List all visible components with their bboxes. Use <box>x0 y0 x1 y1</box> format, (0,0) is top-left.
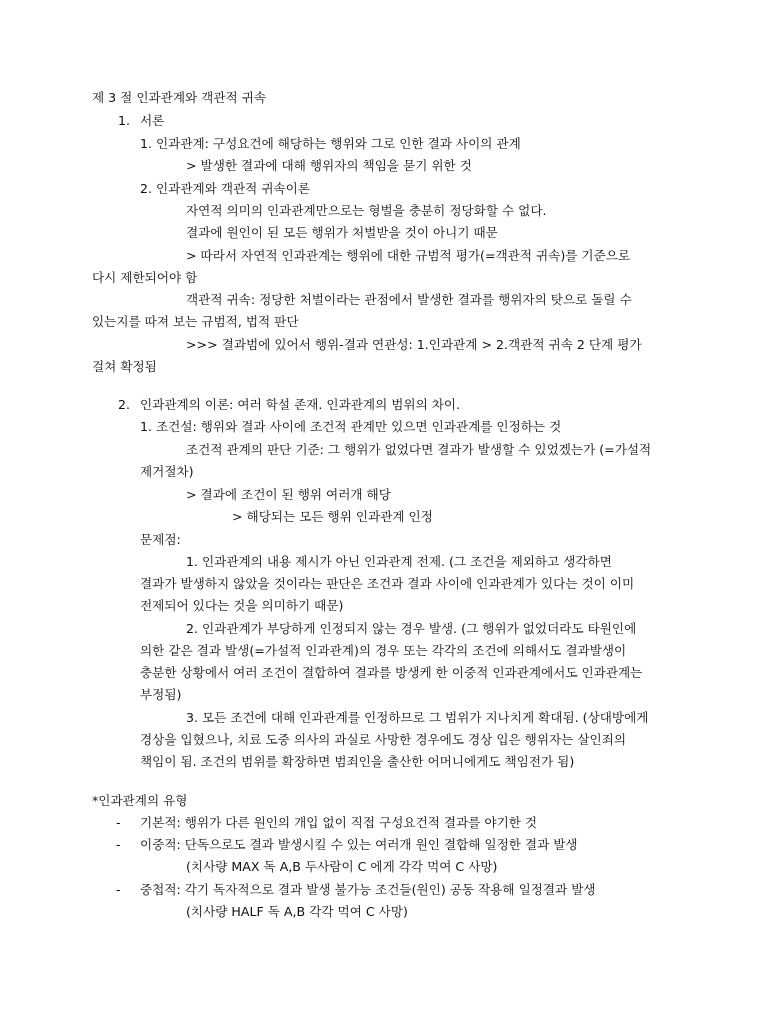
s2-condition-criterion-1: 조건적 관계의 판단 기준: 그 행위가 없었다면 결과가 발생할 수 있었겠는가 (=가설적 <box>186 442 652 457</box>
s1-item-2-line-c2: 다시 제한되어야 함 <box>92 270 198 285</box>
type-cumulative-example: (치사량 HALF 독 A,B 각각 먹여 C 사망) <box>186 904 408 919</box>
s1-item-2: 2. 인과관계와 객관적 귀속이론 <box>140 181 311 196</box>
bullet-dash: - <box>116 837 121 852</box>
problem-2-line-c: 충분한 상황에서 여러 조건이 결합하여 결과를 방생케 한 이중적 인과관계에서도 인과관계는 <box>140 665 643 680</box>
s1-item-2-line-c1: > 따라서 자연적 인과관계는 행위에 대한 규범적 평가(=객관적 귀속)를 기준으로 <box>186 248 631 263</box>
section-2-number: 2. <box>118 397 131 412</box>
s1-item-2-line-a: 자연적 의미의 인과관계만으로는 형벌을 충분히 정당화할 수 없다. <box>186 203 547 218</box>
type-double-example: (치사량 MAX 독 A,B 두사람이 C 에게 각각 먹여 C 사망) <box>186 859 498 874</box>
problem-3-line-c: 책임이 됨. 조건의 범위를 확장하면 범죄인을 출산한 어머니에게도 책임전가 됨) <box>140 754 575 769</box>
s1-item-1-note: > 발생한 결과에 대해 행위자의 책임을 묻기 위한 것 <box>186 158 472 173</box>
s2-condition-note-2: > 해당되는 모든 행위 인과관계 인정 <box>232 509 433 524</box>
bullet-dash: - <box>116 815 121 830</box>
s1-item-2-line-e2: 걸쳐 확정됨 <box>92 359 157 374</box>
section-title: 제 3 절 인과관계와 객관적 귀속 <box>92 90 267 105</box>
s1-item-2-line-e1: >>> 결과범에 있어서 행위-결과 연관성: 1.인과관계 > 2.객관적 귀속 2 단계 평가 <box>186 337 642 352</box>
problem-1-line-a: 1. 인과관계의 내용 제시가 아닌 인과관계 전제. (그 조건을 제외하고 생각하면 <box>186 554 612 569</box>
s1-item-2-line-d2: 있는지를 따져 보는 규범적, 법적 판단 <box>92 314 299 329</box>
problem-2-line-d: 부정됨) <box>140 687 182 702</box>
types-heading: *인과관계의 유형 <box>92 793 188 808</box>
type-basic <box>116 815 537 831</box>
s1-item-2-line-d1: 객관적 귀속: 정당한 처벌이라는 관점에서 발생한 결과를 행위자의 탓으로 돌릴 수 <box>186 292 632 307</box>
s1-item-2-line-b: 결과에 원인이 된 모든 행위가 처벌받을 것이 아니기 때문 <box>186 225 498 240</box>
problem-3-line-a: 3. 모든 조건에 대해 인과관계를 인정하므로 그 범위가 지나치게 확대됨. (상대방에게 <box>186 710 649 725</box>
type-cumulative <box>116 882 596 898</box>
type-double <box>116 837 578 853</box>
section-1-number: 1. <box>118 113 131 128</box>
bullet-dash: - <box>116 882 121 897</box>
section-1-heading-text: 서론 <box>140 113 165 128</box>
problem-2-line-a: 2. 인과관계가 부당하게 인정되지 않는 경우 발생. (그 행위가 없었더라도 타원인에 <box>186 621 637 636</box>
s2-condition-criterion-2: 제거절차) <box>140 464 194 479</box>
problem-2-line-b: 의한 같은 결과 발생(=가설적 인과관계)의 경우 또는 각각의 조건에 의해서도 결과발생이 <box>140 643 627 658</box>
type-basic-text: 기본적: 행위가 다른 원인의 개입 없이 직접 구성요건적 결과를 야기한 것 <box>140 815 538 830</box>
s2-condition-note-1: > 결과에 조건이 된 행위 여러개 해당 <box>186 487 391 502</box>
section-2-heading-text: 인과관계의 이론: 여러 학설 존재. 인과관계의 범위의 차이. <box>140 397 461 412</box>
s1-item-1: 1. 인과관계: 구성요건에 해당하는 행위와 그로 인한 결과 사이의 관계 <box>140 136 521 151</box>
s2-condition-theory: 1. 조건설: 행위와 결과 사이에 조건적 관계만 있으면 인과관계를 인정하는 것 <box>140 419 562 434</box>
section-1-heading <box>118 113 164 129</box>
s2-problems-label: 문제점: <box>140 532 181 547</box>
type-double-text: 이중적: 단독으로도 결과 발생시킬 수 있는 여러개 원인 결합해 일정한 결과 발생 <box>140 837 578 852</box>
type-cumulative-text: 중첩적: 각기 독자적으로 결과 발생 불가능 조건들(원인) 공동 작용해 일정결과 발생 <box>140 882 596 897</box>
section-2-heading <box>118 397 460 413</box>
problem-3-line-b: 경상을 입혔으나, 치료 도중 의사의 과실로 사망한 경우에도 경상 입은 행위자는 살인죄의 <box>140 732 626 747</box>
problem-1-line-c: 전제되어 있다는 것을 의미하기 때문) <box>140 598 344 613</box>
problem-1-line-b: 결과가 발생하지 않았을 것이라는 판단은 조건과 결과 사이에 인과관계가 있다는 것이 이미 <box>140 576 635 591</box>
